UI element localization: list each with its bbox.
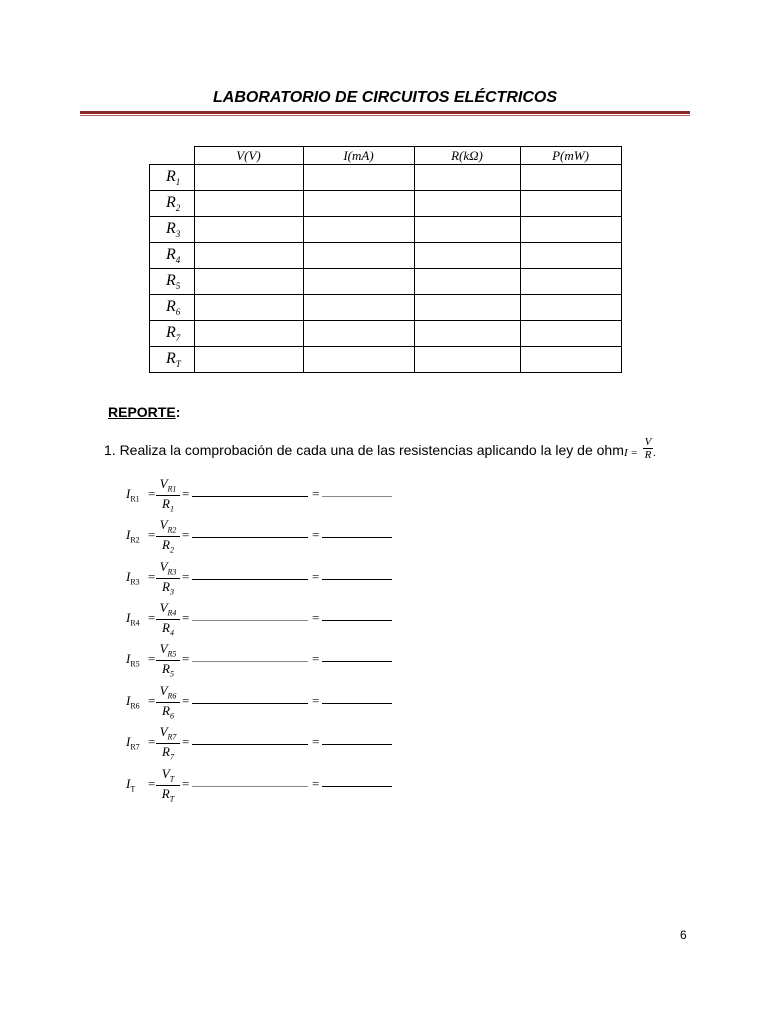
column-header: R(kΩ) <box>414 147 520 165</box>
table-cell[interactable] <box>303 243 414 269</box>
table-cell[interactable] <box>414 243 520 269</box>
table-cell[interactable] <box>414 347 520 373</box>
table-cell[interactable] <box>194 295 303 321</box>
table-row <box>150 165 622 191</box>
table-cell[interactable] <box>520 321 621 347</box>
row-label: $R_5$ <box>150 269 195 295</box>
answer-blank[interactable] <box>192 496 308 497</box>
ohm-equation-row: $I_{R1}$ = $\frac{V_{R1}}{R_1}$ = = <box>126 476 426 510</box>
title-rule <box>80 111 690 117</box>
table-cell[interactable] <box>414 295 520 321</box>
report-heading: REPORTE: <box>108 404 181 420</box>
table-row <box>150 295 622 321</box>
table-cell[interactable] <box>303 191 414 217</box>
instruction-item-1: 1. Realiza la comprobación de cada una de las resistencias aplicando la ley de ohm <box>104 442 624 458</box>
table-cell[interactable] <box>520 295 621 321</box>
answer-blank[interactable] <box>192 537 308 538</box>
table-cell[interactable] <box>303 269 414 295</box>
table-cell[interactable] <box>303 321 414 347</box>
row-label: $R_4$ <box>150 243 195 269</box>
table-cell[interactable] <box>520 269 621 295</box>
ohm-equation-row: $I_{R2}$ = $\frac{V_{R2}}{R_2}$ = = <box>126 517 426 551</box>
table-cell[interactable] <box>194 217 303 243</box>
table-cell[interactable] <box>414 191 520 217</box>
table-cell[interactable] <box>414 321 520 347</box>
result-blank[interactable] <box>322 620 392 621</box>
result-blank[interactable] <box>322 703 392 704</box>
page-number: 6 <box>680 928 687 942</box>
measurements-table <box>149 146 622 373</box>
table-cell[interactable] <box>194 347 303 373</box>
table-cell[interactable] <box>194 321 303 347</box>
table-cell[interactable] <box>520 191 621 217</box>
table-cell[interactable] <box>194 269 303 295</box>
table-row <box>150 217 622 243</box>
ohm-law-formula: I = $\frac{V}{R}$ . <box>624 436 657 461</box>
answer-blank[interactable] <box>192 661 308 662</box>
result-blank[interactable] <box>322 744 392 745</box>
ohm-equation-row: $I_{R3}$ = $\frac{V_{R3}}{R_3}$ = = <box>126 559 426 593</box>
table-row <box>150 243 622 269</box>
table-cell[interactable] <box>303 217 414 243</box>
table-cell[interactable] <box>414 217 520 243</box>
result-blank[interactable] <box>322 786 392 787</box>
ohm-equation-row: $I_{R6}$ = $\frac{V_{R6}}{R_6}$ = = <box>126 683 426 717</box>
answer-blank[interactable] <box>192 744 308 745</box>
table-row <box>150 347 622 373</box>
column-header: P(mW) <box>520 147 621 165</box>
table-cell[interactable] <box>303 165 414 191</box>
row-label: $R_1$ <box>150 165 195 191</box>
ohm-equation-row: $I_{R7}$ = $\frac{V_{R7}}{R_7}$ = = <box>126 724 426 758</box>
row-label: $R_7$ <box>150 321 195 347</box>
column-header: V(V) <box>194 147 303 165</box>
table-row <box>150 321 622 347</box>
table-cell[interactable] <box>414 165 520 191</box>
row-label: $R_3$ <box>150 217 195 243</box>
ohm-equation-row: $I_T$ = $\frac{V_T}{R_T}$ = = <box>126 766 426 800</box>
table-cell[interactable] <box>194 191 303 217</box>
answer-blank[interactable] <box>192 786 308 787</box>
answer-blank[interactable] <box>192 579 308 580</box>
table-row <box>150 269 622 295</box>
result-blank[interactable] <box>322 496 392 497</box>
ohm-equation-row: $I_{R4}$ = $\frac{V_{R4}}{R_4}$ = = <box>126 600 426 634</box>
result-blank[interactable] <box>322 537 392 538</box>
result-blank[interactable] <box>322 579 392 580</box>
answer-blank[interactable] <box>192 620 308 621</box>
table-cell[interactable] <box>520 243 621 269</box>
column-header: I(mA) <box>303 147 414 165</box>
table-cell[interactable] <box>303 347 414 373</box>
answer-blank[interactable] <box>192 703 308 704</box>
row-label: $R_T$ <box>150 347 195 373</box>
row-label: $R_6$ <box>150 295 195 321</box>
row-label: $R_2$ <box>150 191 195 217</box>
table-cell[interactable] <box>194 243 303 269</box>
table-cell[interactable] <box>520 165 621 191</box>
table-cell[interactable] <box>414 269 520 295</box>
page-title: LABORATORIO DE CIRCUITOS ELÉCTRICOS <box>212 89 557 106</box>
table-cell[interactable] <box>194 165 303 191</box>
table-cell[interactable] <box>520 347 621 373</box>
table-row <box>150 191 622 217</box>
table-cell[interactable] <box>520 217 621 243</box>
ohm-equation-row: $I_{R5}$ = $\frac{V_{R5}}{R_5}$ = = <box>126 641 426 675</box>
table-cell[interactable] <box>303 295 414 321</box>
result-blank[interactable] <box>322 661 392 662</box>
